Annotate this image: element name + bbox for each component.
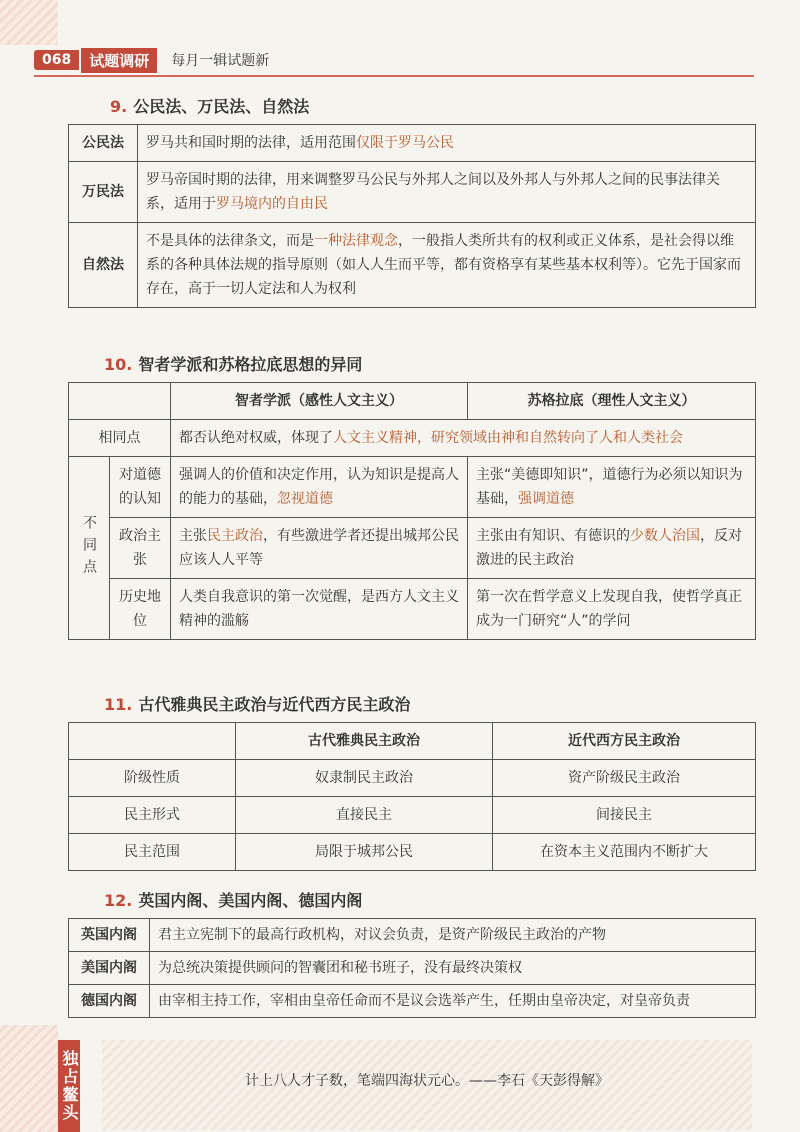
row-text-b: ，一般指人类所共有的权利或正义体系，是社会得以维系的各种具体法规的指导原则（如人人生而平等，都有资格享有某些基本权利等）。它先于国家而存在，高于一切人定法和人为权利 [146, 233, 741, 297]
cell-text-end: ，有些激进学者还提出城邦公民应该人人平等 [179, 528, 459, 568]
row-label: 万民法 [69, 162, 138, 223]
cell-text: 主张“美德即知识”，道德行为必须以知识为基础， [476, 467, 743, 507]
cell-text-end: ，反对激进的民主政治 [476, 528, 742, 568]
row-text-a: 都否认绝对权威，体现了 [179, 430, 333, 446]
row-label: 美国内阁 [69, 952, 150, 985]
cell-a [171, 457, 468, 518]
cell-b [468, 457, 756, 518]
table-row [69, 985, 756, 1018]
cell-b: 第一次在哲学意义上发现自我，使哲学真正成为一门研究“人”的学问 [468, 579, 756, 640]
table-section-12 [68, 918, 756, 1018]
row-label: 英国内阁 [69, 919, 150, 952]
section-9-text: 公民法、万民法、自然法 [133, 97, 310, 116]
column-header: 智者学派（感性人文主义） [171, 383, 468, 420]
header-tag: 试题调研 [81, 48, 157, 73]
cell-b: 间接民主 [493, 797, 756, 834]
table-row [69, 952, 756, 985]
table-header-row [69, 383, 756, 420]
cell-text: 强调人的价值和决定作用，认为知识是提高人的能力的基础， [179, 467, 459, 507]
table-row [69, 760, 756, 797]
cell-a: 奴隶制民主政治 [236, 760, 493, 797]
section-9-number: 9. [110, 97, 128, 116]
row-text-a: 不是具体的法律条文，而是 [146, 233, 314, 249]
row-label: 政治主张 [110, 518, 171, 579]
cell-b: 资产阶级民主政治 [493, 760, 756, 797]
empty-header-cell [69, 723, 236, 760]
section-12-number: 12. [104, 891, 133, 910]
header-subtitle: 每月一辑试题新 [171, 53, 270, 69]
column-header: 苏格拉底（理性人文主义） [468, 383, 756, 420]
table-row [69, 919, 756, 952]
column-header: 古代雅典民主政治 [236, 723, 493, 760]
table-row [69, 797, 756, 834]
row-text [138, 223, 756, 308]
row-text [138, 162, 756, 223]
row-label: 历史地位 [110, 579, 171, 640]
table-row [69, 834, 756, 871]
row-label: 相同点 [69, 420, 171, 457]
cell-text: 主张由有知识、有德识的 [476, 528, 630, 544]
cell-b: 在资本主义范围内不断扩大 [493, 834, 756, 871]
row-text-a: 罗马共和国时期的法律，适用范围 [146, 135, 356, 151]
row-text-highlight: 人文主义精神，研究领域由神和自然转向了人和人类社会 [333, 430, 683, 446]
section-10-number: 10. [104, 355, 133, 374]
row-label: 德国内阁 [69, 985, 150, 1018]
table-row [69, 420, 756, 457]
row-text: 由宰相主持工作，宰相由皇帝任命而不是议会选举产生，任期由皇帝决定，对皇帝负责 [150, 985, 756, 1018]
footer-quote: 计上八人才子数，笔端四海状元心。——李石《天彭得解》 [245, 1073, 609, 1089]
diff-label: 不同点 [69, 457, 110, 640]
side-strip-mask [0, 45, 58, 1025]
table-header-row [69, 723, 756, 760]
column-header: 近代西方民主政治 [493, 723, 756, 760]
row-text-highlight: 一种法律观念 [314, 233, 398, 249]
empty-header-cell [69, 383, 171, 420]
section-11-text: 古代雅典民主政治与近代西方民主政治 [138, 695, 411, 714]
cell-b [468, 518, 756, 579]
cell-a [171, 518, 468, 579]
row-text: 为总统决策提供顾问的智囊团和秘书班子，没有最终决策权 [150, 952, 756, 985]
section-12-title [104, 888, 362, 911]
row-text-highlight: 仅限于罗马公民 [356, 135, 454, 151]
header-divider [34, 75, 754, 77]
row-text-highlight: 罗马境内的自由民 [216, 196, 328, 212]
row-label: 民主形式 [69, 797, 236, 834]
cell-highlight: 少数人治国 [630, 528, 700, 544]
section-12-text: 英国内阁、美国内阁、德国内阁 [138, 891, 363, 910]
cell-a: 局限于城邦公民 [236, 834, 493, 871]
table-row [69, 223, 756, 308]
table-row [69, 457, 756, 518]
cell-highlight: 民主政治 [207, 528, 263, 544]
row-text [138, 125, 756, 162]
row-text: 君主立宪制下的最高行政机构，对议会负责，是资产阶级民主政治的产物 [150, 919, 756, 952]
row-label: 对道德的认知 [110, 457, 171, 518]
page-number: 068 [34, 50, 79, 70]
cell-highlight: 忽视道德 [277, 491, 333, 507]
row-text-a: 罗马帝国时期的法律，用来调整罗马公民与外邦人之间以及外邦人与外邦人之间的民事法律关系，适用于 [146, 172, 720, 212]
row-label: 民主范围 [69, 834, 236, 871]
cell-text: 主张 [179, 528, 207, 544]
page-header [34, 46, 269, 74]
section-10-text: 智者学派和苏格拉底思想的异同 [138, 355, 363, 374]
row-label: 公民法 [69, 125, 138, 162]
side-badge: 独占鳌头 [58, 1040, 80, 1132]
row-text [171, 420, 756, 457]
section-9-title [110, 94, 309, 117]
row-label: 阶级性质 [69, 760, 236, 797]
table-row [69, 518, 756, 579]
cell-a: 直接民主 [236, 797, 493, 834]
section-11-title [104, 692, 410, 715]
table-section-10 [68, 382, 756, 640]
table-section-9 [68, 124, 756, 308]
cell-a: 人类自我意识的第一次觉醒，是西方人文主义精神的滥觞 [171, 579, 468, 640]
table-row [69, 579, 756, 640]
table-row [69, 162, 756, 223]
cell-highlight: 强调道德 [518, 491, 574, 507]
section-11-number: 11. [104, 695, 133, 714]
row-label: 自然法 [69, 223, 138, 308]
section-10-title [104, 352, 362, 375]
table-section-11 [68, 722, 756, 871]
table-row [69, 125, 756, 162]
